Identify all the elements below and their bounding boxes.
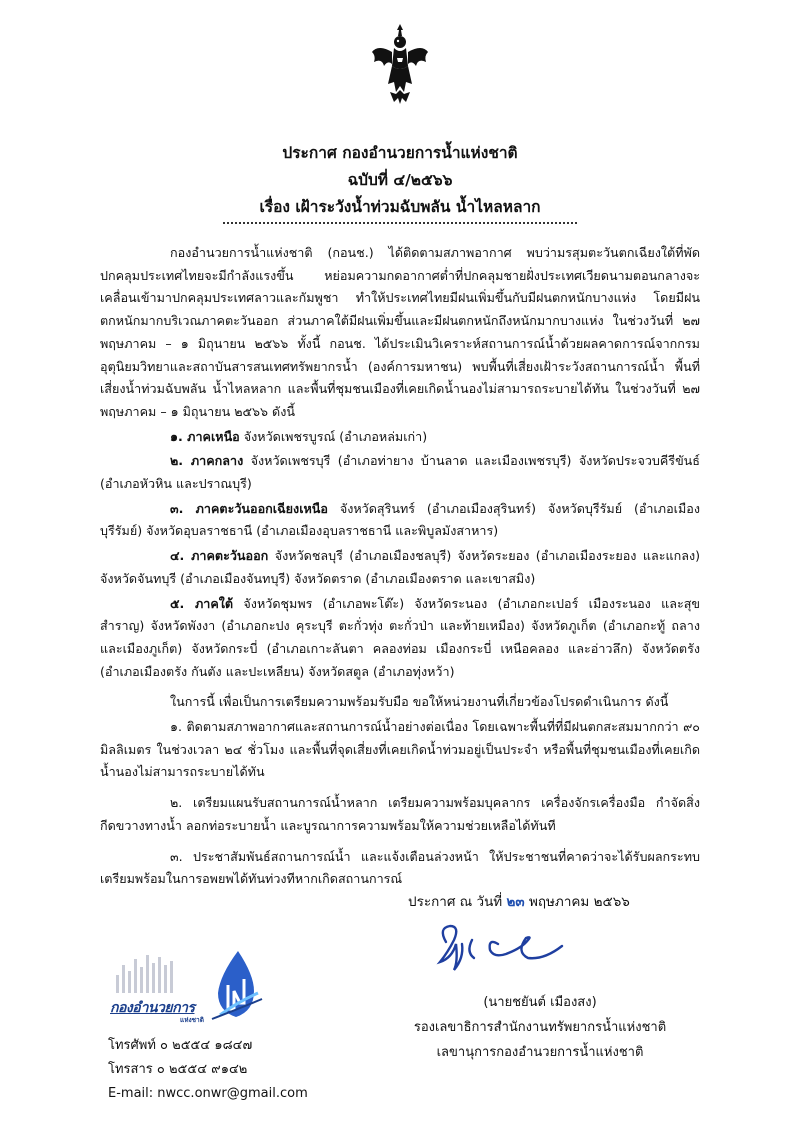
signer-position: เลขานุการกองอำนวยการน้ำแห่งชาติ: [436, 1045, 644, 1060]
signer-name: (นายชยันต์ เมืองสง): [483, 995, 597, 1010]
region-text: จังหวัดเพชรบุรี (อำเภอท่ายาง บ้านลาด และเมืองเพชรบุรี) จังหวัดประจวบคีรีขันธ์ (อำเภอหัวหิน และปราณบุรี): [100, 453, 700, 492]
announcement-header: [0, 140, 800, 221]
action-item: ๓. ประชาสัมพันธ์สถานการณ์น้ำ และแจ้งเตือนล่วงหน้า ให้ประชาชนที่คาดว่าจะได้รับผลกระทบเตรียมพร้อมในการอพยพได้ทันท่วงทีหากเกิดสถานการณ์: [100, 848, 700, 887]
region-label: ๔. ภาคตะวันออก: [170, 548, 269, 564]
region-text: จังหวัดสุรินทร์ (อำเภอเมืองสุรินทร์) จังหวัดบุรีรัมย์ (อำเภอเมืองบุรีรัมย์) จังหวัดอุบลราชธานี (อำเภอเมืองอุบลราชธานี และพิบูลมังสาหาร): [100, 500, 700, 539]
contact-email[interactable]: E-mail: nwcc.onwr@gmail.com: [108, 1086, 308, 1101]
contact-phone: โทรศัพท์ ๐ ๒๕๕๔ ๑๘๔๗: [108, 1038, 253, 1053]
date-suffix: พฤษภาคม ๒๕๖๖: [524, 894, 630, 910]
logo-subtext: แห่งชาติ: [180, 1016, 204, 1024]
announcement-body: [100, 240, 700, 891]
dotted-divider: [223, 222, 577, 224]
logo-text: กองอำนวยการ: [110, 1000, 195, 1016]
date-prefix: ประกาศ ณ วันที่: [408, 894, 507, 910]
region-label: ๒. ภาคกลาง: [170, 453, 244, 469]
region-item: [100, 498, 700, 543]
contact-block: [108, 1034, 308, 1106]
region-label: ๑. ภาคเหนือ: [170, 428, 240, 444]
announcement-date: [408, 890, 630, 912]
announcement-subject: เรื่อง เฝ้าระวังน้ำท่วมฉับพลัน น้ำไหลหลาก: [259, 198, 541, 216]
region-text: จังหวัดชุมพร (อำเภอพะโต๊ะ) จังหวัดระนอง (อำเภอกะเปอร์ เมืองระนอง และสุขสำราญ) จังหวัดพังงา (อำเภอกะปง คุระบุรี ตะกั่วทุ่ง ตะกั่วป่า และท้ายเหมือง) จังหวัดภูเก็ต (อำเภอกะทู้ ถลาง และเมืองภูเก็ต) จังหวัดกระบี่ (อำเภอเกาะลันตา คลองท่อม เมืองกระบี่ เหนือคลอง และอ่าวลึก) จังหวัดตรัง (อำเภอเมืองตรัง กันตัง และปะเหลียน) จังหวัดสตูล (อำเภอทุ่งหว้า): [100, 595, 700, 679]
region-text: จังหวัดชลบุรี (อำเภอเมืองชลบุรี) จังหวัดระยอง (อำเภอเมืองระยอง และแกลง) จังหวัดจันทบุรี (อำเภอเมืองจันทบุรี) จังหวัดตราด (อำเภอเมืองตราด และเขาสมิง): [100, 548, 701, 586]
nwcc-logo: [108, 945, 268, 1025]
contact-fax: โทรสาร ๐ ๒๕๕๔ ๙๑๔๒: [108, 1062, 248, 1077]
intro-paragraph: กองอำนวยการน้ำแห่งชาติ (กอนช.) ได้ติดตามสภาพอากาศ พบว่ามรสุมตะวันตกเฉียงใต้ที่พัดปกคลุมประเทศไทยจะมีกำลังแรงขึ้น หย่อมความกดอากาศต่ำที่ปกคลุมชายฝั่งประเทศเวียดนามตอนกลางจะเคลื่อนเข้ามาปกคลุมประเทศลาวและกัมพูชา ทำให้ประเทศไทยมีฝนเพิ่มขึ้นกับมีฝนตกหนักบางแห่ง โดยมีฝนตกหนักมากบริเวณภาคตะวันออก ส่วนภาคใต้มีฝนเพิ่มขึ้นและมีฝนตกหนักถึงหนักมากบางแห่ง ในช่วงวันที่ ๒๗ พฤษภาคม – ๑ มิถุนายน ๒๕๖๖ ทั้งนี้ กอนช. ได้ประเมินวิเคราะห์สถานการณ์น้ำด้วยผลคาดการณ์จากกรมอุตุนิยมวิทยาและสถาบันสารสนเทศทรัพยากรน้ำ (องค์การมหาชน) พบพื้นที่เสี่ยงเฝ้าระวังสถานการณ์น้ำ พื้นที่เสี่ยงน้ำท่วมฉับพลัน น้ำไหลหลาก และพื้นที่ชุมชนเมืองที่เคยเกิดน้ำนองไม่สามารถระบายได้ทัน ในช่วงวันที่ ๒๗ พฤษภาคม – ๑ มิถุนายน ๒๕๖๖ ดังนี้: [100, 245, 700, 419]
signature-icon: [432, 918, 570, 978]
signer-block: [380, 990, 700, 1065]
request-paragraph: ในการนี้ เพื่อเป็นการเตรียมความพร้อมรับมือ ขอให้หน่วยงานที่เกี่ยวข้องโปรดดำเนินการ ดังนี้: [170, 694, 669, 710]
region-text: จังหวัดเพชรบูรณ์ (อำเภอหล่มเก่า): [239, 428, 428, 444]
action-item: ๑. ติดตามสภาพอากาศและสถานการณ์น้ำอย่างต่อเนื่อง โดยเฉพาะพื้นที่ที่มีฝนตกสะสมมากกว่า ๙๐ มิลลิเมตร ในช่วงเวลา ๒๔ ชั่วโมง และพื้นที่จุดเสี่ยงที่เคยเกิดน้ำท่วมอยู่เป็นประจำ หรือพื้นที่ชุมชนเมืองที่เคยเกิดน้ำนองไม่สามารถระบายได้ทัน: [100, 719, 700, 780]
region-label: ๕. ภาคใต้: [170, 595, 234, 611]
region-item: [100, 426, 700, 449]
announcement-title: ประกาศ กองอำนวยการน้ำแห่งชาติ: [282, 144, 518, 162]
date-day: ๒๓: [506, 894, 525, 910]
region-label: ๓. ภาคตะวันออกเฉียงเหนือ: [170, 500, 328, 516]
signer-position: รองเลขาธิการสำนักงานทรัพยากรน้ำแห่งชาติ: [413, 1020, 667, 1035]
region-item: [100, 593, 700, 684]
action-item: ๒. เตรียมแผนรับสถานการณ์น้ำหลาก เตรียมความพร้อมบุคลากร เครื่องจักรเครื่องมือ กำจัดสิ่งกีดขวางทางน้ำ ลอกท่อระบายน้ำ และบูรณาการความพร้อมให้ความช่วยเหลือได้ทันที: [100, 795, 700, 833]
garuda-emblem-icon: [370, 22, 430, 106]
region-item: [100, 545, 700, 590]
announcement-issue: ฉบับที่ ๔/๒๕๖๖: [347, 171, 453, 189]
region-item: [100, 450, 700, 495]
